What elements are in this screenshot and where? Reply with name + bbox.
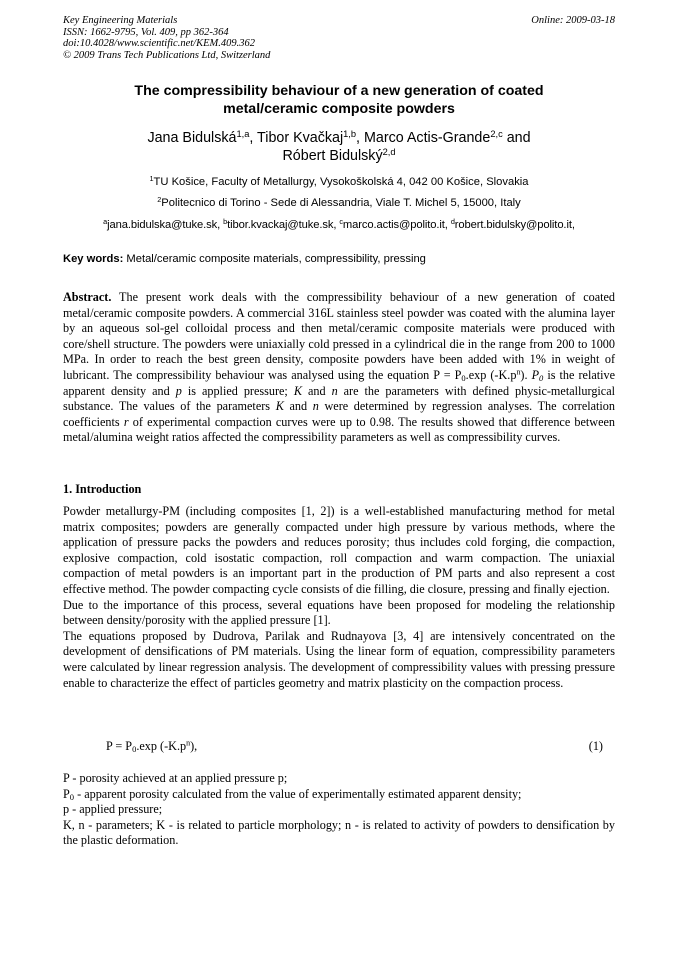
definition-line: P - porosity achieved at an applied pressure p; (63, 771, 288, 785)
author-conjunction: and (502, 130, 531, 146)
email-mark: a (103, 217, 108, 226)
author-name: , Tibor Kvačkaj (249, 130, 344, 146)
author-affiliation-mark: 1,a (236, 128, 250, 139)
email-mark: c (339, 217, 343, 226)
abstract-symbol: r (123, 414, 129, 429)
author-affiliation-mark: 2,d (382, 146, 396, 157)
abstract-text: ). (520, 367, 532, 382)
email-address[interactable]: jana.bidulska@tuke.sk, (107, 219, 224, 231)
author-affiliation-mark: 2,c (490, 128, 503, 139)
email-address[interactable]: robert.bidulsky@polito.it, (454, 219, 575, 231)
paragraph: The equations proposed by Dudrova, Parilak and Rudnayova [3, 4] are intensively concentrated on the development of densifications of PM materials. Using the linear form of equation, compressibility parameters were calculated by linear regression analysis. The development of compressibility values with pressing pressure enable to characterize the effect of particles geometry and matrix plasticity on the compaction process. (63, 628, 615, 690)
equation-part: .exp (-K.p (136, 739, 187, 753)
definition-line (63, 787, 615, 803)
abstract-text: The present work deals with the compressibility behaviour of a new generation of coated metal/ceramic composite powders. A commercial 316L stainless steel powder was coated with the alumina layer by an aqueous sol-gel colloidal process and then metal/ceramic composite materials were produced with core/shell structure. The powders were uniaxially cold pressed in a cylindrical die in the range from 200 to 1000 MPa. In order to reach the best green density, composite powders have been added with 1% in weight of lubricant. The compressibility behaviour was analysed using the equation P = P (63, 290, 615, 382)
abstract-symbol: K (275, 399, 284, 414)
section-heading: 1. Introduction (63, 482, 142, 496)
abstract-symbol: P (531, 367, 540, 382)
email-address[interactable]: marco.actis@polito.it, (342, 219, 451, 231)
definition-line: K, n - parameters; K - is related to particle morphology; n - is related to activity of powders to densification by the plastic deformation. (63, 817, 615, 848)
variable-definitions (63, 771, 615, 849)
definition-text: - apparent porosity calculated from the value of experimentally estimated apparent density; (74, 786, 522, 801)
issn-line: ISSN: 1662-9795, Vol. 409, pp 362-364 (63, 26, 229, 38)
affiliation-text: Politecnico di Torino - Sede di Alessandria, Viale T. Michel 5, 15000, Italy (161, 197, 521, 209)
abstract-symbol: K (293, 383, 302, 398)
equation-part: ), (190, 739, 198, 753)
equation-number: (1) (588, 739, 603, 753)
title-line-2: metal/ceramic composite powders (223, 101, 455, 117)
author-affiliation-mark: 1,b (343, 128, 357, 139)
abstract-symbol: n (331, 383, 338, 398)
equation-subscript: 0 (132, 744, 137, 755)
abstract-text: were determined by regression analyses. The correlation coefficients (63, 399, 615, 429)
copyright-line: © 2009 Trans Tech Publications Ltd, Switzerland (63, 49, 271, 61)
abstract-subscript: 0 (539, 373, 544, 384)
journal-header (63, 15, 615, 61)
keywords-label: Key words: (63, 253, 124, 265)
paragraph: Due to the importance of this process, several equations have been proposed for modeling the relationship between density/porosity with the applied pressure [1]. (63, 597, 615, 628)
abstract-text: .exp (-K.p (465, 367, 517, 382)
equation-superscript: n (186, 738, 191, 748)
online-date: Online: 2009-03-18 (531, 15, 615, 26)
paper-title (63, 82, 615, 118)
abstract-text: and (283, 399, 313, 414)
abstract-label: Abstract. (63, 290, 112, 304)
paragraph: Powder metallurgy-PM (including composites [1, 2]) is a well-established manufacturing method for metal matrix composites; powders are generally compacted under high pressure by various methods, where the application of pressure packs the powders and reduces porosity; thus includes cold forging, die compaction, explosive compaction, cold isostatic compaction, roll compaction and warm compaction. The uniaxial compaction of metal powders is an important part in the production of PM parts and also represent a cost effective method. The powder compacting cycle consists of die filling, die closure, pressing and finally ejection. (63, 504, 615, 596)
author-name: Jana Bidulská (147, 130, 237, 146)
affiliation-2 (63, 196, 615, 210)
email-list (63, 218, 615, 232)
definition-symbol: P (63, 786, 70, 801)
equation-part: P = P (106, 739, 133, 753)
affiliation-mark: 1 (149, 174, 154, 183)
abstract-symbol: p (175, 383, 182, 398)
author-name: , Marco Actis-Grande (356, 130, 491, 146)
abstract-text: are the parameters with defined physic-metallurgical substance. The values of the parameters (63, 383, 616, 414)
affiliation-mark: 2 (157, 195, 162, 204)
definition-line: p - applied pressure; (63, 802, 163, 817)
journal-name: Key Engineering Materials (63, 15, 178, 26)
email-mark: d (450, 217, 455, 226)
abstract-superscript: n (516, 367, 521, 377)
definition-subscript: 0 (69, 791, 75, 802)
email-mark: b (223, 217, 228, 226)
email-address[interactable]: tibor.kvackaj@tuke.sk, (227, 219, 340, 231)
doi-line: doi:10.4028/www.scientific.net/KEM.409.362 (63, 38, 255, 49)
introduction-body (63, 504, 615, 691)
affiliation-1 (63, 175, 615, 189)
affiliation-text: TU Košice, Faculty of Metallurgy, Vysokoškolská 4, 042 00 Košice, Slovakia (153, 176, 529, 188)
author-name: Róbert Bidulský (282, 148, 383, 164)
abstract-symbol: n (312, 399, 319, 414)
abstract (63, 290, 615, 446)
author-list (63, 129, 615, 165)
abstract-text: is applied pressure; (181, 383, 294, 398)
title-line-1: The compressibility behaviour of a new generation of coated (134, 83, 544, 99)
abstract-text: of experimental compaction curves were up to 0.98. The results showed that difference between metal/alumina weight ratios affected the compressibility parameters as well as compressibility curves. (63, 414, 616, 445)
equation (106, 739, 197, 754)
abstract-text: is the relative apparent density and (63, 367, 616, 398)
keywords (63, 253, 615, 265)
keywords-text: Metal/ceramic composite materials, compressibility, pressing (123, 253, 426, 265)
abstract-subscript: 0 (461, 373, 466, 384)
abstract-text: and (301, 383, 332, 398)
